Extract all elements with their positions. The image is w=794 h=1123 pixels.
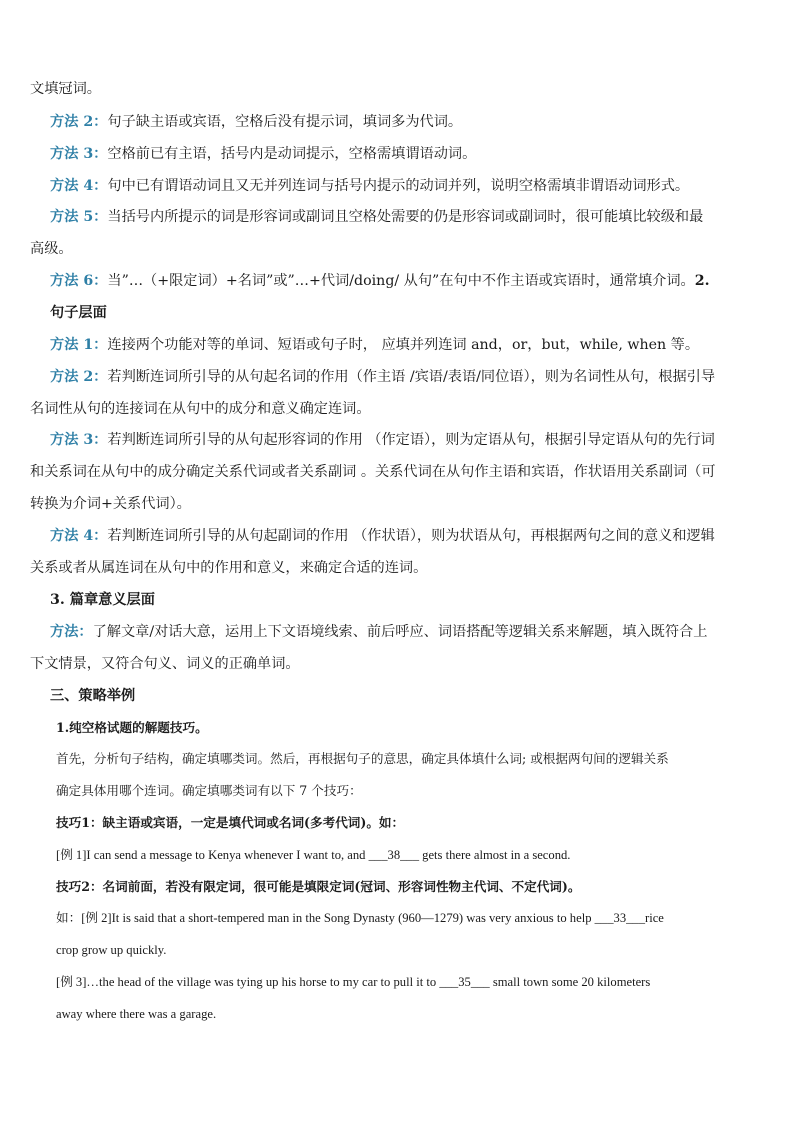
method-2-line bbox=[50, 112, 462, 132]
method-label: 方法 4： bbox=[50, 528, 108, 544]
sentence-method-3-continuation bbox=[30, 462, 716, 482]
method-text: 若判断连词所引导的从句起副词的作用 （作状语），则为状语从句，再根据两句之间的意义和逻辑 bbox=[107, 528, 715, 544]
tip-heading: 技巧1：缺主语或宾语，一定是填代词或名词(多考代词)。如： bbox=[56, 815, 405, 830]
method-label: 方法 3： bbox=[50, 146, 108, 162]
text: 高级。 bbox=[30, 241, 73, 257]
text: 下文情景，又符合句义、词义的正确单词。 bbox=[30, 656, 300, 672]
method-label: 方法 4： bbox=[50, 178, 108, 194]
method-text: 当括号内所提示的词是形容词或副词且空格处需要的仍是形容词或副词时，很可能填比较级和最 bbox=[107, 209, 704, 225]
sentence-method-1-line bbox=[50, 335, 699, 355]
tip-heading: 技巧2：名词前面，若没有限定词，很可能是填限定词(冠词、形容词性物主代词、不定代词)。 bbox=[56, 879, 581, 894]
method-label: 方法 5： bbox=[50, 209, 108, 225]
text: 和关系词在从句中的成分确定关系代词或者关系副词 。关系代词在从句作主语和宾语，作状语用关系副词（可 bbox=[30, 464, 716, 480]
text: 转换为介词+关系代词）。 bbox=[30, 496, 191, 512]
intro-line: 首先，分析句子结构，确定填哪类词。然后，再根据句子的意思，确定具体填什么词; 或根据两句间的逻辑关系 bbox=[56, 751, 669, 766]
section-heading: 3. 篇章意义层面 bbox=[50, 592, 155, 608]
method-label: 方法： bbox=[50, 624, 93, 640]
passage-method-continuation bbox=[30, 654, 300, 674]
method-text: 若判断连词所引导的从句起名词的作用（作主语 /宾语/表语/同位语），则为名词性从句，根据引导 bbox=[107, 369, 716, 385]
method-text: 当”…（+限定词）+名词”或”…+代词/doing/ 从句”在句中不作主语或宾语时，通常填介词。 bbox=[107, 273, 695, 289]
text: 关系或者从属连词在从句中的作用和意义，来确定合适的连词。 bbox=[30, 560, 428, 576]
example-line: [例 1]I can send a message to Kenya whenever I want to, and ___38___ gets there almost in a second. bbox=[56, 848, 571, 862]
passage-method-line bbox=[50, 622, 707, 642]
method-text: 若判断连词所引导的从句起形容词的作用 （作定语），则为定语从句，根据引导定语从句的先行词 bbox=[107, 432, 715, 448]
subsection-heading: 1.纯空格试题的解题技巧。 bbox=[56, 720, 208, 735]
text: 文填冠词。 bbox=[30, 81, 101, 97]
example-line: crop grow up quickly. bbox=[56, 943, 167, 957]
method-6-line bbox=[50, 271, 710, 291]
method-4-line bbox=[50, 176, 689, 196]
method-label: 方法 2： bbox=[50, 114, 108, 130]
intro-line: 确定具体用哪个连词。确定填哪类词有以下 7 个技巧： bbox=[56, 783, 362, 798]
method-text: 了解文章/对话大意，运用上下文语境线索、前后呼应、词语搭配等逻辑关系来解题，填入既符合上 bbox=[92, 624, 708, 640]
method-label: 方法 1： bbox=[50, 337, 108, 353]
section-heading: 句子层面 bbox=[50, 305, 107, 321]
method-text: 句子缺主语或宾语，空格后没有提示词，填词多为代词。 bbox=[107, 114, 463, 130]
example-line: [例 3]…the head of the village was tying up his horse to my car to pull it to ___35___ small town some 20 kilometers bbox=[56, 975, 651, 989]
sentence-method-4-line bbox=[50, 526, 715, 546]
method-label: 方法 3： bbox=[50, 432, 108, 448]
sentence-method-2-continuation bbox=[30, 399, 371, 419]
sentence-method-3-line bbox=[50, 430, 715, 450]
text-line bbox=[30, 79, 101, 99]
method-5-line bbox=[50, 207, 703, 227]
method-3-line bbox=[50, 144, 476, 164]
sentence-method-2-line bbox=[50, 367, 715, 387]
method-text: 空格前已有主语，括号内是动词提示，空格需填谓语动词。 bbox=[107, 146, 477, 162]
method-5-continuation bbox=[30, 239, 73, 259]
text: 名词性从句的连接词在从句中的成分和意义确定连词。 bbox=[30, 401, 371, 417]
method-text: 句中已有谓语动词且又无并列连词与括号内提示的动词并列，说明空格需填非谓语动词形式。 bbox=[107, 178, 690, 194]
example-line: away where there was a garage. bbox=[56, 1007, 217, 1021]
method-label: 方法 6： bbox=[50, 273, 108, 289]
example-line: 如：[例 2]It is said that a short-tempered man in the Song Dynasty (960—1279) was very anxious to help ___33___rice bbox=[56, 911, 664, 925]
section-heading: 三、策略举例 bbox=[50, 688, 136, 704]
method-label: 方法 2： bbox=[50, 369, 108, 385]
section-number: 2. bbox=[694, 273, 710, 289]
sentence-method-4-continuation bbox=[30, 558, 427, 578]
method-text: 连接两个功能对等的单词、短语或句子时， 应填并列连词 and，or，but，while, when 等。 bbox=[107, 337, 700, 353]
sentence-method-3-continuation bbox=[30, 494, 191, 514]
